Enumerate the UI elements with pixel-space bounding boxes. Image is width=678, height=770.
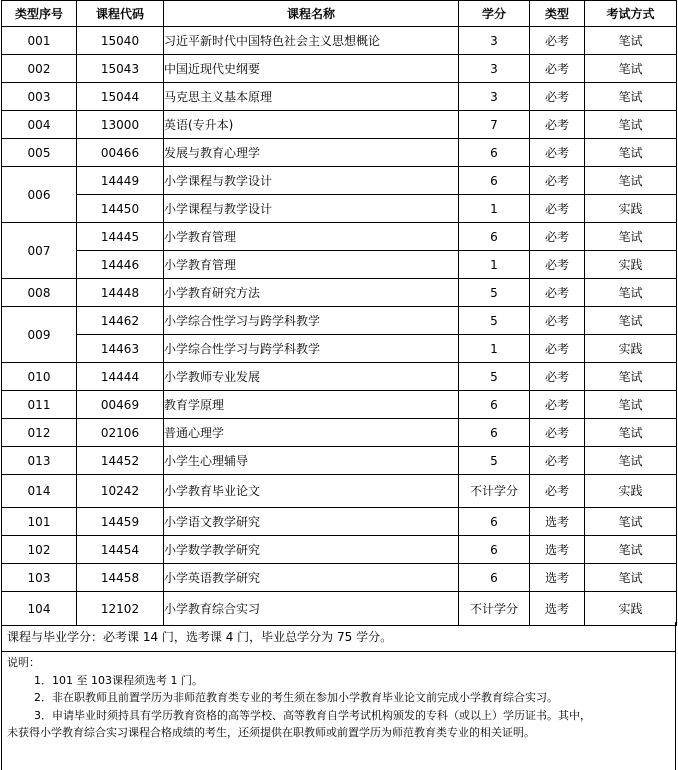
cell-exam-method: 实践 bbox=[585, 475, 677, 508]
cell-course-name: 习近平新时代中国特色社会主义思想概论 bbox=[164, 27, 459, 55]
note-item-continuation: 未获得小学教育综合实习课程合格成绩的考生，还须提供在职教师或前置学历为师范教育类专业的相关证明。 bbox=[7, 726, 535, 739]
cell-exam-method: 笔试 bbox=[585, 279, 677, 307]
cell-course-name: 小学语文教学研究 bbox=[164, 508, 459, 536]
cell-type-no: 002 bbox=[2, 55, 77, 83]
notes-heading: 说明： bbox=[7, 656, 40, 669]
table-row bbox=[2, 475, 677, 508]
cell-exam-method: 笔试 bbox=[585, 447, 677, 475]
cell-course-code: 15044 bbox=[77, 83, 164, 111]
cell-course-name: 小学课程与教学设计 bbox=[164, 167, 459, 195]
cell-type: 必考 bbox=[530, 363, 585, 391]
cell-type: 必考 bbox=[530, 195, 585, 223]
table-row bbox=[2, 55, 677, 83]
table-row bbox=[2, 167, 677, 195]
cell-type-no: 009 bbox=[2, 307, 77, 363]
cell-course-name: 小学教育管理 bbox=[164, 251, 459, 279]
table-row bbox=[2, 27, 677, 55]
cell-credit: 不计学分 bbox=[459, 475, 530, 508]
cell-course-name: 小学综合性学习与跨学科教学 bbox=[164, 307, 459, 335]
cell-exam-method: 笔试 bbox=[585, 307, 677, 335]
cell-type: 必考 bbox=[530, 419, 585, 447]
cell-course-name: 小学数学教学研究 bbox=[164, 536, 459, 564]
cell-type: 必考 bbox=[530, 55, 585, 83]
cell-type-no: 004 bbox=[2, 111, 77, 139]
cell-type-no: 010 bbox=[2, 363, 77, 391]
cell-course-name: 小学教师专业发展 bbox=[164, 363, 459, 391]
cell-course-code: 02106 bbox=[77, 419, 164, 447]
cell-type-no: 013 bbox=[2, 447, 77, 475]
cell-course-name: 小学综合性学习与跨学科教学 bbox=[164, 335, 459, 363]
cell-type-no: 003 bbox=[2, 83, 77, 111]
header-credit: 学分 bbox=[459, 1, 530, 27]
cell-type: 必考 bbox=[530, 111, 585, 139]
table-header-row bbox=[2, 1, 677, 27]
cell-exam-method: 笔试 bbox=[585, 55, 677, 83]
cell-course-name: 小学英语教学研究 bbox=[164, 564, 459, 592]
cell-type: 必考 bbox=[530, 27, 585, 55]
cell-course-name: 小学课程与教学设计 bbox=[164, 195, 459, 223]
cell-credit: 3 bbox=[459, 27, 530, 55]
cell-type-no: 005 bbox=[2, 139, 77, 167]
cell-type: 选考 bbox=[530, 564, 585, 592]
cell-course-code: 14446 bbox=[77, 251, 164, 279]
cell-course-code: 10242 bbox=[77, 475, 164, 508]
cell-credit: 1 bbox=[459, 251, 530, 279]
cell-course-code: 14449 bbox=[77, 167, 164, 195]
table-row bbox=[2, 195, 677, 223]
cell-type-no: 006 bbox=[2, 167, 77, 223]
cell-type: 必考 bbox=[530, 391, 585, 419]
cell-credit: 不计学分 bbox=[459, 592, 530, 626]
cell-course-name: 普通心理学 bbox=[164, 419, 459, 447]
cell-credit: 5 bbox=[459, 307, 530, 335]
table-row bbox=[2, 279, 677, 307]
cell-type: 选考 bbox=[530, 508, 585, 536]
cell-credit: 6 bbox=[459, 167, 530, 195]
cell-type-no: 014 bbox=[2, 475, 77, 508]
cell-course-code: 00469 bbox=[77, 391, 164, 419]
note-item: 2．非在职教师且前置学历为非师范教育类专业的考生须在参加小学教育毕业论文前完成小学教育综合实习。 bbox=[34, 691, 558, 704]
cell-credit: 1 bbox=[459, 195, 530, 223]
cell-credit: 6 bbox=[459, 419, 530, 447]
cell-course-code: 13000 bbox=[77, 111, 164, 139]
cell-credit: 5 bbox=[459, 447, 530, 475]
cell-exam-method: 笔试 bbox=[585, 111, 677, 139]
cell-course-code: 12102 bbox=[77, 592, 164, 626]
cell-course-name: 小学教育研究方法 bbox=[164, 279, 459, 307]
cell-type: 必考 bbox=[530, 447, 585, 475]
cell-exam-method: 笔试 bbox=[585, 508, 677, 536]
cell-type: 必考 bbox=[530, 279, 585, 307]
cell-course-name: 小学教育毕业论文 bbox=[164, 475, 459, 508]
cell-course-code: 14448 bbox=[77, 279, 164, 307]
header-type-no: 类型序号 bbox=[2, 1, 77, 27]
cell-type-no: 011 bbox=[2, 391, 77, 419]
cell-credit: 6 bbox=[459, 536, 530, 564]
note-item: 1．101 至 103课程须选考 1 门。 bbox=[34, 673, 203, 687]
cell-type: 选考 bbox=[530, 592, 585, 626]
table-row bbox=[2, 307, 677, 335]
cell-exam-method: 笔试 bbox=[585, 564, 677, 592]
cell-type: 必考 bbox=[530, 307, 585, 335]
table-row bbox=[2, 251, 677, 279]
table-row bbox=[2, 592, 677, 626]
cell-type-no: 008 bbox=[2, 279, 77, 307]
cell-type: 选考 bbox=[530, 536, 585, 564]
table-row bbox=[2, 335, 677, 363]
cell-credit: 5 bbox=[459, 363, 530, 391]
cell-course-name: 小学教育管理 bbox=[164, 223, 459, 251]
cell-credit: 3 bbox=[459, 55, 530, 83]
cell-course-code: 14452 bbox=[77, 447, 164, 475]
cell-type-no: 103 bbox=[2, 564, 77, 592]
cell-course-name: 发展与教育心理学 bbox=[164, 139, 459, 167]
cell-course-code: 14458 bbox=[77, 564, 164, 592]
cell-type: 必考 bbox=[530, 167, 585, 195]
cell-type-no: 007 bbox=[2, 223, 77, 279]
cell-type: 必考 bbox=[530, 223, 585, 251]
cell-course-code: 14445 bbox=[77, 223, 164, 251]
cell-course-name: 英语(专升本) bbox=[164, 111, 459, 139]
cell-credit: 7 bbox=[459, 111, 530, 139]
cell-exam-method: 实践 bbox=[585, 592, 677, 626]
cell-course-name: 教育学原理 bbox=[164, 391, 459, 419]
cell-credit: 6 bbox=[459, 508, 530, 536]
table-row bbox=[2, 447, 677, 475]
table-row bbox=[2, 139, 677, 167]
cell-exam-method: 笔试 bbox=[585, 536, 677, 564]
cell-course-code: 15043 bbox=[77, 55, 164, 83]
cell-type-no: 102 bbox=[2, 536, 77, 564]
credit-summary: 课程与毕业学分：必考课 14 门，选考课 4 门，毕业总学分为 75 学分。 bbox=[1, 622, 676, 652]
cell-type: 必考 bbox=[530, 251, 585, 279]
table-row bbox=[2, 536, 677, 564]
cell-exam-method: 实践 bbox=[585, 335, 677, 363]
cell-course-code: 14450 bbox=[77, 195, 164, 223]
header-course-code: 课程代码 bbox=[77, 1, 164, 27]
table-row bbox=[2, 508, 677, 536]
header-type: 类型 bbox=[530, 1, 585, 27]
cell-course-code: 14444 bbox=[77, 363, 164, 391]
cell-course-name: 中国近现代史纲要 bbox=[164, 55, 459, 83]
cell-exam-method: 笔试 bbox=[585, 419, 677, 447]
notes-section bbox=[1, 652, 676, 770]
cell-type-no: 001 bbox=[2, 27, 77, 55]
cell-credit: 6 bbox=[459, 564, 530, 592]
cell-type: 必考 bbox=[530, 335, 585, 363]
cell-exam-method: 实践 bbox=[585, 251, 677, 279]
cell-type: 必考 bbox=[530, 83, 585, 111]
cell-credit: 6 bbox=[459, 139, 530, 167]
cell-type-no: 101 bbox=[2, 508, 77, 536]
cell-course-name: 小学教育综合实习 bbox=[164, 592, 459, 626]
cell-course-code: 15040 bbox=[77, 27, 164, 55]
cell-course-name: 小学生心理辅导 bbox=[164, 447, 459, 475]
cell-course-code: 14454 bbox=[77, 536, 164, 564]
cell-exam-method: 笔试 bbox=[585, 223, 677, 251]
table-row bbox=[2, 223, 677, 251]
cell-credit: 5 bbox=[459, 279, 530, 307]
cell-credit: 1 bbox=[459, 335, 530, 363]
table-row bbox=[2, 111, 677, 139]
header-exam-method: 考试方式 bbox=[585, 1, 677, 27]
cell-course-name: 马克思主义基本原理 bbox=[164, 83, 459, 111]
table-row bbox=[2, 391, 677, 419]
course-table bbox=[1, 0, 677, 626]
table-row bbox=[2, 363, 677, 391]
cell-credit: 6 bbox=[459, 223, 530, 251]
cell-exam-method: 笔试 bbox=[585, 363, 677, 391]
cell-type-no: 104 bbox=[2, 592, 77, 626]
cell-exam-method: 笔试 bbox=[585, 83, 677, 111]
cell-course-code: 14459 bbox=[77, 508, 164, 536]
cell-course-code: 14463 bbox=[77, 335, 164, 363]
cell-exam-method: 笔试 bbox=[585, 139, 677, 167]
table-row bbox=[2, 419, 677, 447]
cell-exam-method: 实践 bbox=[585, 195, 677, 223]
table-row bbox=[2, 564, 677, 592]
cell-type: 必考 bbox=[530, 475, 585, 508]
cell-exam-method: 笔试 bbox=[585, 391, 677, 419]
cell-credit: 6 bbox=[459, 391, 530, 419]
cell-course-code: 14462 bbox=[77, 307, 164, 335]
cell-type-no: 012 bbox=[2, 419, 77, 447]
cell-exam-method: 笔试 bbox=[585, 27, 677, 55]
cell-exam-method: 笔试 bbox=[585, 167, 677, 195]
note-item: 3．申请毕业时须持具有学历教育资格的高等学校、高等教育自学考试机构颁发的专科（或以上）学历证书。其中， bbox=[34, 708, 591, 722]
table-row bbox=[2, 83, 677, 111]
header-course-name: 课程名称 bbox=[164, 1, 459, 27]
cell-course-code: 00466 bbox=[77, 139, 164, 167]
cell-credit: 3 bbox=[459, 83, 530, 111]
cell-type: 必考 bbox=[530, 139, 585, 167]
